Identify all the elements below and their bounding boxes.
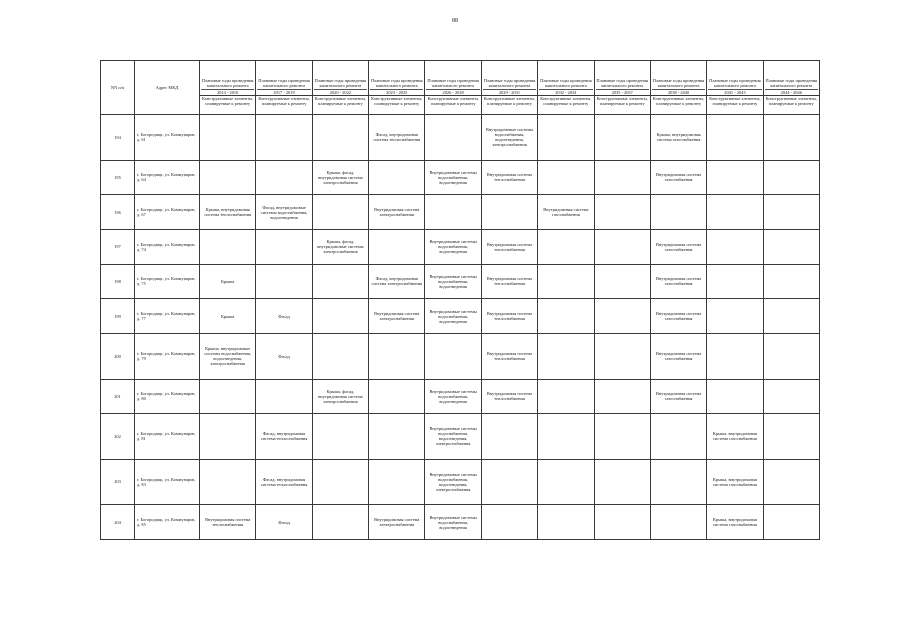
repair-cell	[256, 379, 312, 414]
repair-cell: Внутридомовые системы водоснабжения, водоотведения, электроснабжения	[425, 414, 481, 460]
table-row	[101, 195, 820, 230]
table-row	[101, 264, 820, 299]
repair-cell	[425, 333, 481, 379]
row-address: г. Богородицк, ул. Коммунаров, д. 74	[135, 229, 200, 264]
row-address: г. Богородицк, ул. Коммунаров, д. 80	[135, 379, 200, 414]
row-address: г. Богородицк, ул. Коммунаров, д. 67	[135, 195, 200, 230]
repair-cell	[369, 379, 425, 414]
repair-cell: Фасад	[256, 299, 312, 334]
repair-cell	[763, 333, 819, 379]
repair-cell	[707, 299, 763, 334]
table-row	[101, 333, 820, 379]
repair-cell: Крыша	[200, 264, 256, 299]
repair-cell: Фасад, внутридомовая система электроснабжения	[369, 264, 425, 299]
repair-cell	[256, 160, 312, 195]
row-number: 196	[101, 195, 135, 230]
repair-cell	[538, 299, 594, 334]
repair-cell	[594, 229, 650, 264]
repair-cell: Внутридомовые системы водоснабжения, водоотведения	[425, 505, 481, 540]
table-row	[101, 115, 820, 161]
repair-cell	[763, 414, 819, 460]
repair-cell: Внутридомовая система теплоснабжения	[481, 299, 537, 334]
repair-cell	[425, 115, 481, 161]
table-body	[101, 115, 820, 540]
repair-cell	[594, 505, 650, 540]
header-elements: Конструктивные элементы, планируемые к ремонту	[481, 96, 537, 115]
repair-cell: Внутридомовые системы водоснабжения, водоотведения	[425, 160, 481, 195]
repair-cell	[538, 505, 594, 540]
header-nn: NN п/п	[101, 61, 135, 115]
repair-cell	[650, 459, 706, 505]
repair-cell	[200, 229, 256, 264]
repair-cell	[538, 379, 594, 414]
repair-cell	[481, 459, 537, 505]
repair-cell	[707, 264, 763, 299]
repair-cell	[594, 160, 650, 195]
repair-cell: Внутридомовая система теплоснабжения	[481, 264, 537, 299]
repair-cell	[594, 333, 650, 379]
header-elements: Конструктивные элементы, планируемые к ремонту	[707, 96, 763, 115]
repair-cell	[594, 115, 650, 161]
repair-cell	[369, 229, 425, 264]
repair-cell: Крыша, фасад, внутридомовая система электроснабжения	[312, 379, 368, 414]
repair-cell	[369, 459, 425, 505]
repair-cell	[312, 459, 368, 505]
repair-cell	[763, 379, 819, 414]
repair-cell	[312, 299, 368, 334]
row-address: г. Богородицк, ул. Коммунаров, д. 61	[135, 115, 200, 161]
header-elements: Конструктивные элементы, планируемые к ремонту	[425, 96, 481, 115]
row-number: 195	[101, 160, 135, 195]
repair-cell	[707, 379, 763, 414]
header-period: Плановые годы проведения капитального ремонта 2038 - 2040	[650, 61, 706, 96]
repair-cell: Внутридомовая система газоснабжения	[538, 195, 594, 230]
repair-cell: Внутридомовые системы водоснабжения, водоотведения	[425, 299, 481, 334]
repair-cell: Внутридомовые системы водоснабжения, водоотведения, электроснабжения	[425, 459, 481, 505]
repair-cell	[312, 195, 368, 230]
repair-cell: Внутридомовые системы водоснабжения, водоотведения	[425, 379, 481, 414]
header-period: Плановые годы проведения капитального ремонта 2023 - 2025	[369, 61, 425, 96]
repair-cell: Внутридомовая система теплоснабжения	[481, 229, 537, 264]
table-row	[101, 379, 820, 414]
repair-cell	[200, 160, 256, 195]
repair-cell: Внутридомовая система электроснабжения	[369, 299, 425, 334]
row-number: 204	[101, 505, 135, 540]
header-elements: Конструктивные элементы, планируемые к ремонту	[763, 96, 819, 115]
repair-cell	[481, 414, 537, 460]
row-number: 197	[101, 229, 135, 264]
header-elements: Конструктивные элементы, планируемые к ремонту	[538, 96, 594, 115]
header-period: Плановые годы проведения капитального ремонта 2017 - 2019	[256, 61, 312, 96]
row-address: г. Богородицк, ул. Коммунаров, д. 83	[135, 459, 200, 505]
header-elements: Конструктивные элементы, планируемые к ремонту	[369, 96, 425, 115]
header-elements: Конструктивные элементы, планируемые к ремонту	[312, 96, 368, 115]
capital-repair-table	[100, 60, 820, 540]
table-row	[101, 414, 820, 460]
table-row	[101, 505, 820, 540]
row-address: г. Богородицк, ул. Коммунаров, д. 64	[135, 160, 200, 195]
header-elements: Конструктивные элементы, планируемые к ремонту	[650, 96, 706, 115]
row-number: 198	[101, 264, 135, 299]
header-row-years	[101, 61, 820, 96]
repair-cell	[707, 229, 763, 264]
repair-cell: Фасад, внутридомовые системы водоснабжения, водоотведения	[256, 195, 312, 230]
repair-cell: Крыша	[200, 299, 256, 334]
repair-cell	[538, 264, 594, 299]
header-period: Плановые годы проведения капитального ремонта 2020 - 2022	[312, 61, 368, 96]
header-period: Плановые годы проведения капитального ремонта 2032 - 2034	[538, 61, 594, 96]
repair-cell	[312, 333, 368, 379]
repair-cell	[594, 195, 650, 230]
header-row-elements	[101, 96, 820, 115]
repair-cell	[707, 195, 763, 230]
repair-cell	[538, 229, 594, 264]
row-number: 202	[101, 414, 135, 460]
repair-cell: Фасад, внутридомовая система теплоснабжения	[369, 115, 425, 161]
repair-cell	[594, 414, 650, 460]
repair-cell	[594, 299, 650, 334]
repair-cell	[200, 459, 256, 505]
repair-cell	[256, 115, 312, 161]
repair-cell: Внутридомовые системы водоснабжения, водоотведения	[425, 229, 481, 264]
repair-cell: Фасад	[256, 505, 312, 540]
row-number: 200	[101, 333, 135, 379]
row-address: г. Богородицк, ул. Коммунаров, д. 75	[135, 264, 200, 299]
header-period: Плановые годы проведения капитального ремонта 2035 - 2037	[594, 61, 650, 96]
repair-cell: Фасад, внутридомовая система теплоснабжения	[256, 414, 312, 460]
repair-cell	[594, 459, 650, 505]
header-elements: Конструктивные элементы, планируемые к ремонту	[200, 96, 256, 115]
repair-cell	[594, 264, 650, 299]
repair-cell: Внутридомовые системы водоснабжения, водоотведения, электроснабжения	[481, 115, 537, 161]
repair-cell: Внутридомовая система газоснабжения	[650, 333, 706, 379]
repair-cell	[256, 264, 312, 299]
repair-cell	[481, 195, 537, 230]
table-row	[101, 160, 820, 195]
row-number: 199	[101, 299, 135, 334]
row-number: 203	[101, 459, 135, 505]
repair-cell: Крыша, фасад, внутридомовая система электроснабжения	[312, 160, 368, 195]
table-row	[101, 229, 820, 264]
repair-cell	[256, 229, 312, 264]
repair-cell	[312, 264, 368, 299]
repair-cell	[763, 115, 819, 161]
repair-cell: Внутридомовая система газоснабжения	[650, 160, 706, 195]
repair-cell	[425, 195, 481, 230]
repair-cell: Внутридомовые системы водоснабжения, водоотведения	[425, 264, 481, 299]
row-address: г. Богородицк, ул. Коммунаров, д. 85	[135, 505, 200, 540]
page-number: 88	[452, 18, 458, 24]
repair-cell	[763, 160, 819, 195]
repair-cell: Внутридомовая система теплоснабжения	[481, 160, 537, 195]
repair-cell	[763, 195, 819, 230]
repair-cell: Внутридомовая система газоснабжения	[650, 229, 706, 264]
repair-cell	[369, 333, 425, 379]
repair-cell: Внутридомовая система электроснабжения	[369, 195, 425, 230]
repair-cell	[369, 160, 425, 195]
header-period: Плановые годы проведения капитального ремонта 2026 - 2028	[425, 61, 481, 96]
row-address: г. Богородицк, ул. Коммунаров, д. 77	[135, 299, 200, 334]
repair-cell	[538, 115, 594, 161]
table-row	[101, 459, 820, 505]
repair-cell	[707, 333, 763, 379]
repair-cell	[707, 115, 763, 161]
repair-cell: Крыша, внутридомовая система газоснабжения	[707, 414, 763, 460]
repair-cell	[538, 414, 594, 460]
repair-cell	[650, 414, 706, 460]
repair-cell: Крыша, внутридомовая система газоснабжения	[707, 505, 763, 540]
repair-cell	[369, 414, 425, 460]
repair-cell	[312, 505, 368, 540]
repair-cell: Крыша, внутридомовая система теплоснабжения	[200, 195, 256, 230]
repair-cell	[538, 333, 594, 379]
repair-cell	[650, 505, 706, 540]
repair-cell: Внутридомовая система теплоснабжения	[200, 505, 256, 540]
repair-cell	[763, 229, 819, 264]
header-address: Адрес МКД	[135, 61, 200, 115]
row-address: г. Богородицк, ул. Коммунаров, д. 81	[135, 414, 200, 460]
repair-cell	[763, 264, 819, 299]
repair-cell	[312, 414, 368, 460]
repair-cell: Крыша, внутридомовая система газоснабжения	[650, 115, 706, 161]
header-period: Плановые годы проведения капитального ремонта 2044 - 2046	[763, 61, 819, 96]
repair-cell: Крыша, внутридомовая система газоснабжения	[707, 459, 763, 505]
header-period: Плановые годы проведения капитального ремонта 2041 - 2043	[707, 61, 763, 96]
repair-cell: Внутридомовая система теплоснабжения	[481, 333, 537, 379]
repair-cell: Внутридомовая система газоснабжения	[650, 379, 706, 414]
repair-cell	[763, 299, 819, 334]
table-row	[101, 299, 820, 334]
repair-cell	[200, 115, 256, 161]
repair-cell: Внутридомовая система газоснабжения	[650, 299, 706, 334]
repair-cell: Крыша, фасад, внутридомовые системы электроснабжения	[312, 229, 368, 264]
header-period: Плановые годы проведения капитального ремонта 2014 - 2016	[200, 61, 256, 96]
repair-cell	[707, 160, 763, 195]
repair-cell	[763, 459, 819, 505]
repair-cell: Внутридомовая система теплоснабжения	[481, 379, 537, 414]
repair-cell	[481, 505, 537, 540]
repair-cell: Внутридомовая система газоснабжения	[650, 264, 706, 299]
repair-cell: Крыша, внутридомовые системы водоснабжения, водоотведения, электроснабжения	[200, 333, 256, 379]
repair-cell	[200, 414, 256, 460]
row-address: г. Богородицк, ул. Коммунаров, д. 79	[135, 333, 200, 379]
repair-cell: Фасад, внутридомовая система теплоснабжения	[256, 459, 312, 505]
repair-cell: Фасад	[256, 333, 312, 379]
row-number: 201	[101, 379, 135, 414]
repair-cell	[594, 379, 650, 414]
header-elements: Конструктивные элементы, планируемые к ремонту	[594, 96, 650, 115]
repair-cell: Внутридомовая система электроснабжения	[369, 505, 425, 540]
repair-cell	[538, 459, 594, 505]
repair-cell	[538, 160, 594, 195]
header-elements: Конструктивные элементы, планируемые к ремонту	[256, 96, 312, 115]
repair-cell	[763, 505, 819, 540]
repair-cell	[200, 379, 256, 414]
repair-cell	[650, 195, 706, 230]
repair-cell	[312, 115, 368, 161]
row-number: 194	[101, 115, 135, 161]
header-period: Плановые годы проведения капитального ремонта 2029 - 2031	[481, 61, 537, 96]
